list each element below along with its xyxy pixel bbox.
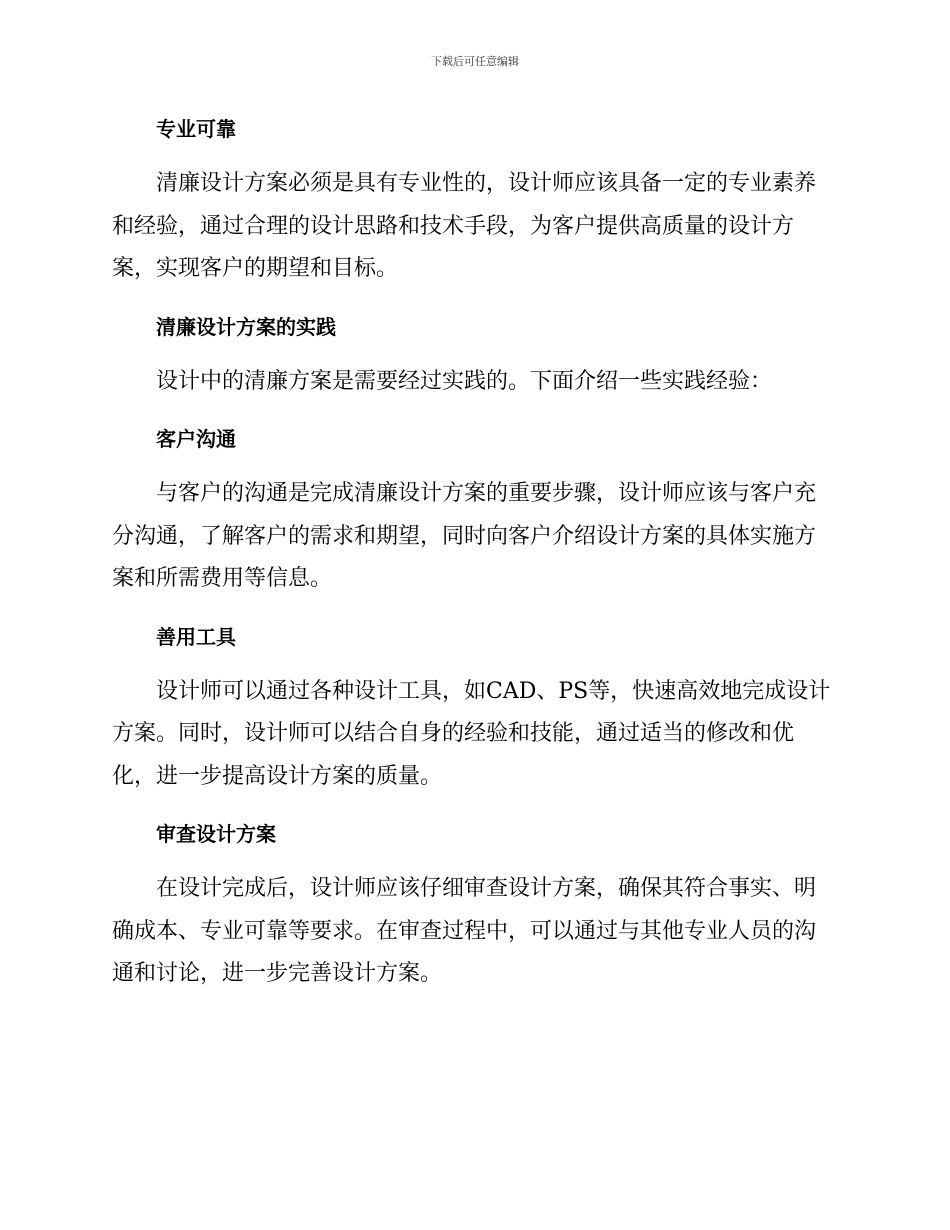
section-paragraph-practice: 设计中的清廉方案是需要经过实践的。下面介绍一些实践经验：: [156, 368, 773, 394]
section-heading-professional: 专业可靠: [156, 117, 236, 141]
section-paragraph-review: 在设计完成后，设计师应该仔细审查设计方案，确保其符合事实、明确成本、专业可靠等要求。在审查过程中，可以通过与其他专业人员的沟通和讨论，进一步完善设计方案。: [112, 876, 817, 986]
section-paragraph-professional: 清廉设计方案必须是具有专业性的，设计师应该具备一定的专业素养和经验，通过合理的设计思路和技术手段，为客户提供高质量的设计方案，实现客户的期望和目标。: [112, 171, 817, 281]
section-heading-practice: 清廉设计方案的实践: [156, 314, 336, 339]
document-body: [112, 110, 832, 996]
section-paragraph-tools: 设计师可以通过各种设计工具，如CAD、PS等，快速高效地完成设计方案。同时，设计师可以结合自身的经验和技能，通过适当的修改和优化，进一步提高设计方案的质量。: [112, 678, 831, 789]
section-heading-review: 审查设计方案: [156, 822, 276, 846]
section-heading-tools: 善用工具: [156, 624, 236, 649]
section-paragraph-client-communication: 与客户的沟通是完成清廉设计方案的重要步骤，设计师应该与客户充分沟通，了解客户的需求和期望，同时向客户介绍设计方案的具体实施方案和所需费用等信息。: [112, 481, 817, 591]
section-heading-client-communication: 客户沟通: [156, 427, 236, 451]
page-header: 下载后可任意编辑: [431, 55, 519, 68]
